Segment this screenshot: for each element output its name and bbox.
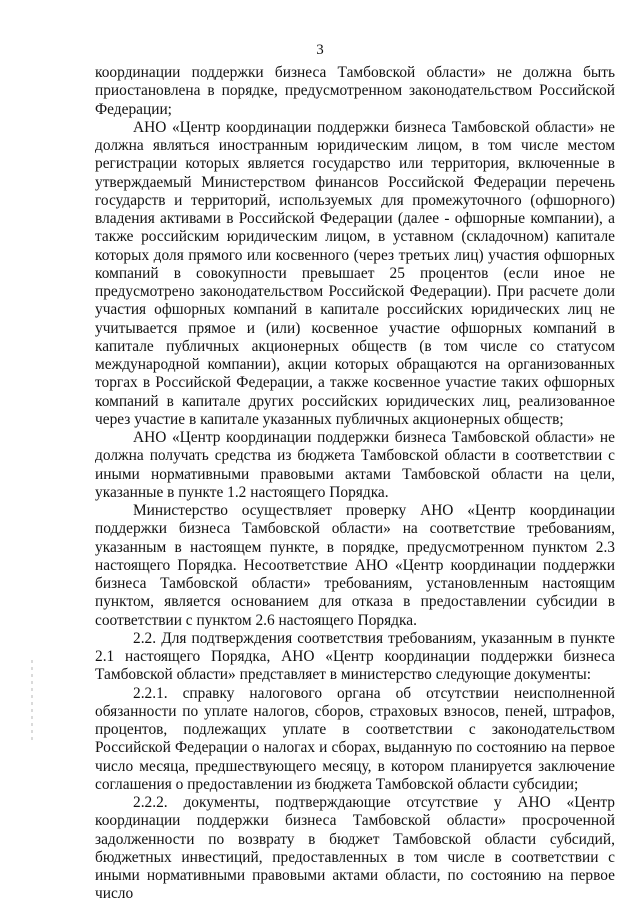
paragraph-2-2-2: 2.2.2. документы, подтверждающие отсутствие у АНО «Центр координации поддержки бизнеса Тамбовской области» просроченной задолженности по возврату в бюджет Тамбовской области субсидий, бюджетных инвестиций, предоставленных в том числе в соответствии с иными нормативными правовыми актами области, по состоянию на первое число: [95, 794, 615, 903]
page-number: 3: [316, 42, 324, 58]
scan-artifact-lines: [30, 660, 34, 740]
paragraph-2-2-1: 2.2.1. справку налогового органа об отсутствии неисполненной обязанности по уплате налогов, сборов, страховых взносов, пеней, штрафов, процентов, подлежащих уплате в соответствии с законодательством Российской Федерации о налогах и сборах, выданную по состоянию на первое число месяца, предшествующего месяцу, в котором планируется заключение соглашения о предоставлении из бюджета Тамбовской области субсидии;: [95, 684, 615, 793]
margin-scan-marks: [30, 660, 34, 740]
paragraph-ministry-check: Министерство осуществляет проверку АНО «Центр координации поддержки бизнеса Тамбовской области» на соответствие требованиям, указанным в настоящем пункте, в порядке, предусмотренном пунктом 2.3 настоящего Порядка. Несоответствие АНО «Центр координации поддержки бизнеса Тамбовской области» требованиям, установленным настоящим пунктом, является основанием для отказа в предоставлении субсидии в соответствии с пунктом 2.6 настоящего Порядка.: [95, 502, 615, 629]
paragraph-budget-requirement: АНО «Центр координации поддержки бизнеса Тамбовской области» не должна получать средства из бюджета Тамбовской области в соответствии с иными нормативными правовыми актами Тамбовской области на цели, указанные в пункте 1.2 настоящего Порядка.: [95, 429, 615, 501]
document-body: [95, 64, 615, 904]
paragraph-offshore-requirement: АНО «Центр координации поддержки бизнеса Тамбовской области» не должна являться иностранным юридическим лицом, в том числе местом регистрации которых является государство или территория, включенные в утверждаемый Министерством финансов Российской Федерации перечень государств и территорий, используемых для промежуточного (офшорного) владения активами в Российской Федерации (далее - офшорные компании), а также российским юридическим лицом, в уставном (складочном) капитале которых доля прямого или косвенного (через третьих лиц) участия офшорных компаний в совокупности превышает 25 процентов (если иное не предусмотрено законодательством Российской Федерации). При расчете доли участия офшорных компаний в капитале российских юридических лиц не учитывается прямое и (или) косвенное участие офшорных компаний в капитале публичных акционерных обществ (в том числе со статусом международной компании), акции которых обращаются на организованных торгах в Российской Федерации, а также косвенное участие таких офшорных компаний в капитале других российских юридических лиц, реализованное через участие в капитале указанных публичных акционерных обществ;: [95, 118, 615, 428]
paragraph-continuation: координации поддержки бизнеса Тамбовской области» не должна быть приостановлена в порядке, предусмотренном законодательством Российской Федерации;: [95, 64, 615, 118]
paragraph-2-2: 2.2. Для подтверждения соответствия требованиям, указанным в пункте 2.1 настоящего Порядка, АНО «Центр координации поддержки бизнеса Тамбовской области» представляет в министерство следующие документы:: [95, 629, 615, 684]
